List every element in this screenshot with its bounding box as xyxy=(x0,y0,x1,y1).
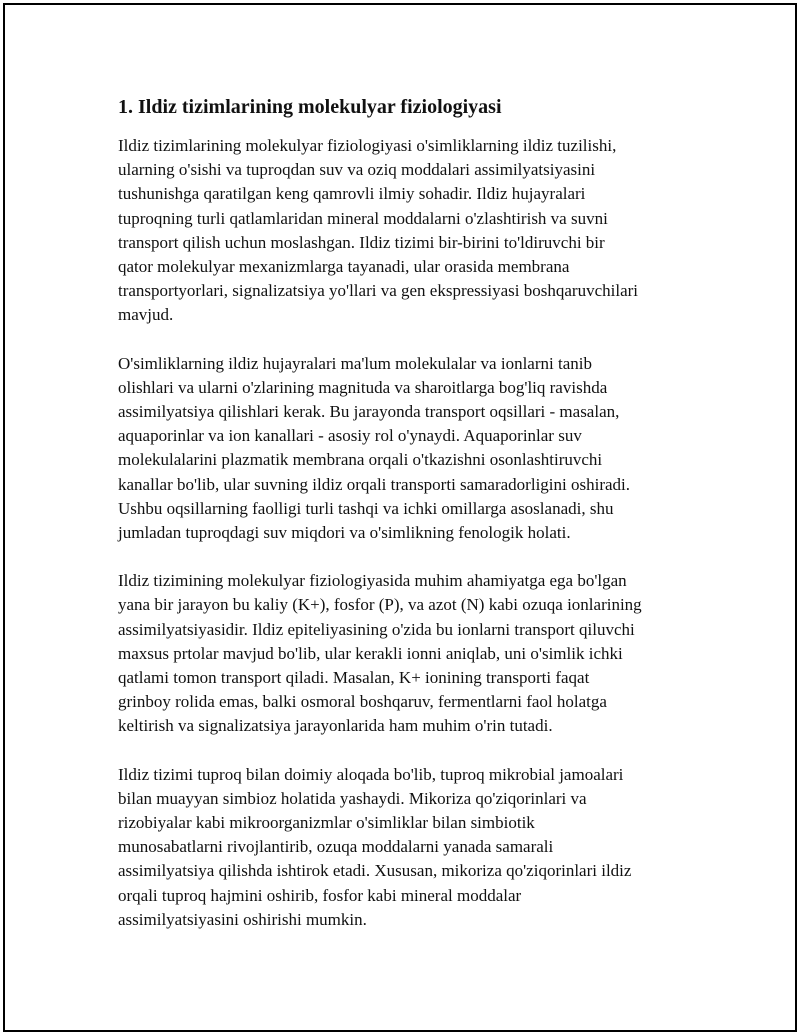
paragraph-3: Ildiz tizimining molekulyar fiziologiyasida muhim ahamiyatga ega bo'lgan yana bir jarayon bu kaliy (K+), fosfor (P), va azot (N) kabi ozuqa ionlarining assimilyatsiyasidir. Ildiz epiteliyasining o'zida bu ionlarni transport qiluvchi maxsus prtolar mavjud bo'lib, ular kerakli ionni aniqlab, uni o'simlik ichki qatlami tomon transport qiladi. Masalan, K+ ionining transporti faqat grinboy rolida emas, balki osmoral boshqaruv, fermentlarni faol holatga keltirish va signalizatsiya jarayonlarida ham muhim o'rin tutadi. xyxy=(118,571,642,736)
paragraph-2: O'simliklarning ildiz hujayralari ma'lum molekulalar va ionlarni tanib olishlari va ularni o'zlarining magnituda va sharoitlarga bog'liq ravishda assimilyatsiya qilishlari kerak. Bu jarayonda transport oqsillari - masalan, aquaporinlar va ion kanallari - asosiy rol o'ynaydi. Aquaporinlar suv molekulalarini plazmatik membrana orqali o'tkazishni osonlashtiruvchi kanallar bo'lib, ular suvning ildiz orqali transporti samaradorligini oshiradi. Ushbu oqsillarning faolligi turli tashqi va ichki omillarga asoslanadi, shu jumladan tuproqdagi suv miqdori va o'simlikning fenologik holati. xyxy=(118,353,631,543)
paragraph-1: Ildiz tizimlarining molekulyar fiziologiyasi o'simliklarning ildiz tuzilishi, ularning o'sishi va tuproqdan suv va oziq moddalari assimilyatsiyasini tushunishga qaratilgan keng qamrovli ilmiy sohadir. Ildiz hujayralari tuproqning turli qatlamlaridan mineral moddalarni o'zlashtirish va suvni transport qilish uchun moslashgan. Ildiz tizimi bir-birini to'ldiruvchi bir qator molekulyar mexanizmlarga tayanadi, ular orasida membrana transportyorlari, signalizatsiya yo'llari va gen ekspressiyasi boshqaruvchilari mavjud. xyxy=(118,136,639,325)
paragraph-4: Ildiz tizimi tuproq bilan doimiy aloqada bo'lib, tuproq mikrobial jamoalari bilan muayyan simbioz holatida yashaydi. Mikoriza qo'ziqorinlari va rizobiyalar kabi mikroorganizmlar o'simliklar bilan simbiotik munosabatlarni rivojlantirib, ozuqa moddalarni yanada samarali assimilyatsiya qilishda ishtirok etadi. Xususan, mikoriza qo'ziqorinlari ildiz orqali tuproq hajmini oshirib, fosfor kabi mineral moddalar assimilyatsiyasini oshirishi mumkin. xyxy=(118,764,632,929)
section-title: 1. Ildiz tizimlarining molekulyar fiziologiyasi xyxy=(118,96,502,118)
document-body xyxy=(118,94,688,956)
